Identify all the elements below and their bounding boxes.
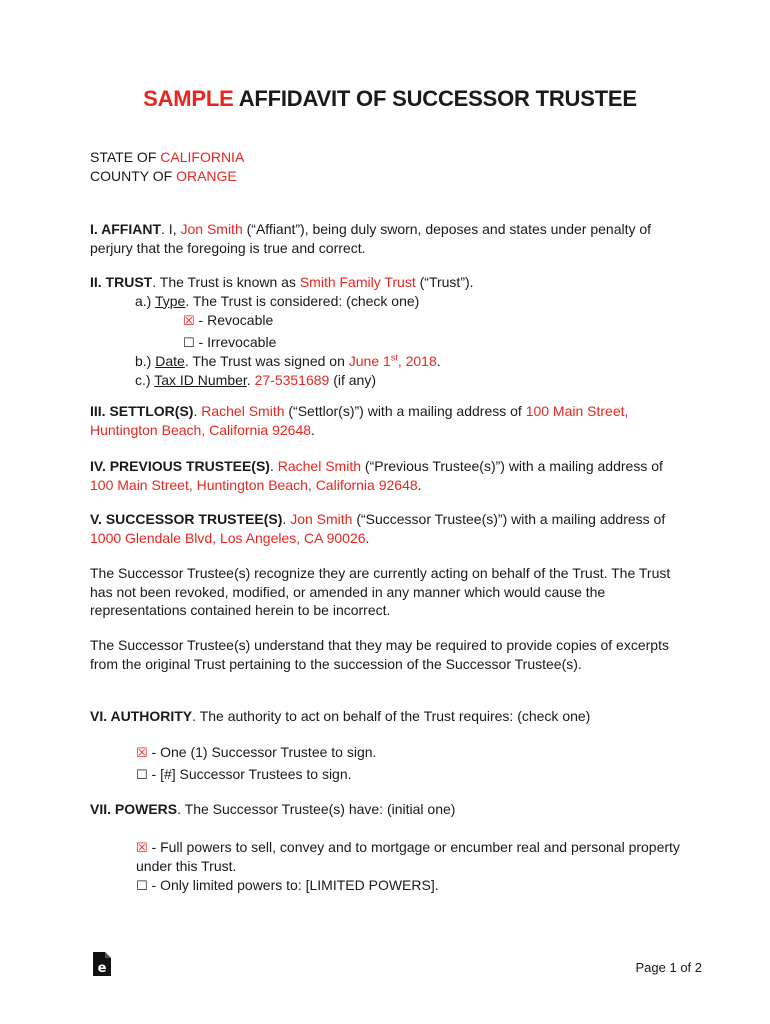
authority-line — [90, 707, 690, 726]
trust-date-label: Date — [155, 353, 185, 369]
trust-name: Smith Family Trust — [299, 274, 416, 290]
authority-option-one[interactable] — [90, 743, 690, 763]
powers-option-limited-label: - Only limited powers to: [LIMITED POWERS]. — [151, 876, 439, 893]
trust-tax-label: Tax ID Number — [154, 371, 247, 388]
county-line — [90, 167, 690, 186]
irrevocable-label: - Irrevocable — [198, 333, 277, 350]
affiant-heading: I. AFFIANT — [90, 221, 162, 237]
trust-heading: II. TRUST — [90, 274, 153, 290]
recognition-paragraph: The Successor Trustee(s) recognize they are currently acting on behalf of the Trust. The Trust has not been revoked, modified, or amended in any manner which would cause the representations contained herein to be incorrect. — [90, 565, 671, 618]
affiant-post: (“Affiant”), being duly sworn, deposes and states under penalty of perjury that the foregoing is true and correct. — [90, 221, 652, 256]
trust-date-sup: st — [390, 352, 398, 363]
successor-heading: V. SUCCESSOR TRUSTEE(S) — [90, 511, 283, 527]
powers-line — [90, 800, 690, 819]
svg-text:e: e — [97, 961, 107, 976]
authority-heading: VI. AUTHORITY — [90, 708, 193, 724]
trust-tax-suffix: (if any) — [329, 371, 377, 388]
authority-text: . The authority to act on behalf of the Trust requires: (check one) — [192, 708, 591, 724]
state-value: CALIFORNIA — [160, 149, 245, 165]
trust-tax-prefix: c.) — [135, 371, 155, 388]
previous-end: . — [417, 476, 422, 493]
trust-type-line — [90, 292, 690, 311]
unchecked-box-icon[interactable]: ☐ — [136, 767, 148, 782]
powers-heading: VII. POWERS — [90, 801, 178, 817]
trust-section — [90, 273, 690, 389]
checked-box-icon[interactable]: ☒ — [136, 744, 148, 760]
successor-name: Jon Smith — [290, 511, 353, 527]
unchecked-box-icon[interactable]: ☐ — [136, 877, 148, 893]
trust-date-year: , 2018 — [397, 353, 437, 369]
irrevocable-option[interactable] — [90, 333, 690, 353]
checked-box-icon[interactable]: ☒ — [183, 313, 195, 328]
affiant-name: Jon Smith — [180, 221, 243, 237]
trust-type-prefix: a.) — [135, 292, 155, 309]
powers-section — [90, 800, 690, 895]
authority-option-one-label: - One (1) Successor Trustee to sign. — [151, 743, 377, 760]
affiant-pre: . I, — [161, 221, 177, 237]
affiant-section — [90, 220, 690, 257]
authority-option-multiple-label: - [#] Successor Trustees to sign. — [151, 766, 352, 782]
trust-tax-value: 27-5351689 — [254, 371, 330, 388]
jurisdiction-block — [90, 148, 690, 185]
understanding-paragraph: The Successor Trustee(s) understand that they may be required to provide copies of excerpts from the original Trust pertaining to the succession of the Successor Trustee(s). — [90, 637, 669, 672]
trust-date-value — [349, 353, 437, 369]
revocable-option[interactable] — [90, 311, 690, 331]
checked-box-icon[interactable]: ☒ — [136, 839, 148, 855]
trust-date-text: . The Trust was signed on — [184, 353, 345, 369]
trust-date-prefix: b.) — [135, 353, 156, 369]
eforms-logo-icon — [92, 951, 112, 977]
trust-tax-line: c.) Tax ID Number. 27-5351689 (if any) — [135, 371, 377, 388]
successor-trustee-section: V. SUCCESSOR TRUSTEE(S). Jon Smith (“Successor Trustee(s)”) with a mailing address of 1000 Glendale Blvd, Los Angeles, CA 90026. — [90, 511, 666, 546]
settlor-address: 100 Main Street, Huntington Beach, California 92648 — [90, 403, 629, 438]
revocable-label: - Revocable — [198, 312, 274, 328]
powers-option-full-label: - Full powers to sell, convey and to mortgage or encumber real and personal property under this Trust. — [136, 838, 680, 874]
previous-heading: IV. PREVIOUS TRUSTEE(S) — [90, 458, 270, 474]
title-main: AFFIDAVIT OF SUCCESSOR TRUSTEE — [238, 86, 637, 111]
page-number: Page 1 of 2 — [635, 960, 702, 975]
county-label: COUNTY OF — [90, 167, 173, 184]
trust-type-label: Type — [154, 292, 186, 309]
successor-mid: (“Successor Trustee(s)”) with a mailing address of — [352, 511, 666, 527]
trust-pre: . The Trust is known as — [152, 274, 296, 290]
trust-line — [90, 273, 690, 292]
document-title — [90, 86, 690, 112]
trust-type-text: . The Trust is considered: (check one) — [185, 292, 420, 309]
settlor-end: . — [311, 421, 315, 438]
settlor-heading: III. SETTLOR(S) — [90, 403, 194, 419]
state-line — [90, 148, 690, 167]
trust-date-line — [90, 352, 690, 371]
trust-date-month: June 1 — [348, 353, 391, 369]
state-label: STATE OF — [90, 149, 157, 165]
unchecked-box-icon[interactable]: ☐ — [183, 334, 195, 350]
authority-option-multiple[interactable] — [90, 765, 690, 785]
previous-mid: (“Previous Trustee(s)”) with a mailing address of — [361, 458, 663, 474]
settlor-mid: (“Settlor(s)”) with a mailing address of — [284, 403, 522, 419]
authority-section — [90, 707, 690, 785]
county-value: ORANGE — [176, 167, 237, 184]
previous-name: Rachel Smith — [277, 458, 362, 474]
previous-address: 100 Main Street, Huntington Beach, California 92648 — [90, 476, 418, 493]
title-sample: SAMPLE — [143, 86, 234, 111]
settlor-name: Rachel Smith — [201, 403, 285, 419]
settlor-section: III. SETTLOR(S). Rachel Smith (“Settlor(s)”) with a mailing address of 100 Main Street, Huntington Beach, California 92648. — [90, 403, 629, 438]
powers-option-limited[interactable] — [90, 876, 690, 896]
previous-trustee-section: IV. PREVIOUS TRUSTEE(S). Rachel Smith (“Previous Trustee(s)”) with a mailing address of 100 Main Street, Huntington Beach, California 92648. — [90, 458, 663, 493]
trust-date-end: . — [436, 353, 441, 369]
successor-end: . — [365, 529, 370, 546]
powers-text: . The Successor Trustee(s) have: (initial one) — [177, 801, 456, 817]
trust-post: (“Trust”). — [415, 274, 474, 290]
powers-option-full[interactable] — [90, 838, 690, 876]
successor-address: 1000 Glendale Blvd, Los Angeles, CA 90026 — [90, 529, 366, 546]
